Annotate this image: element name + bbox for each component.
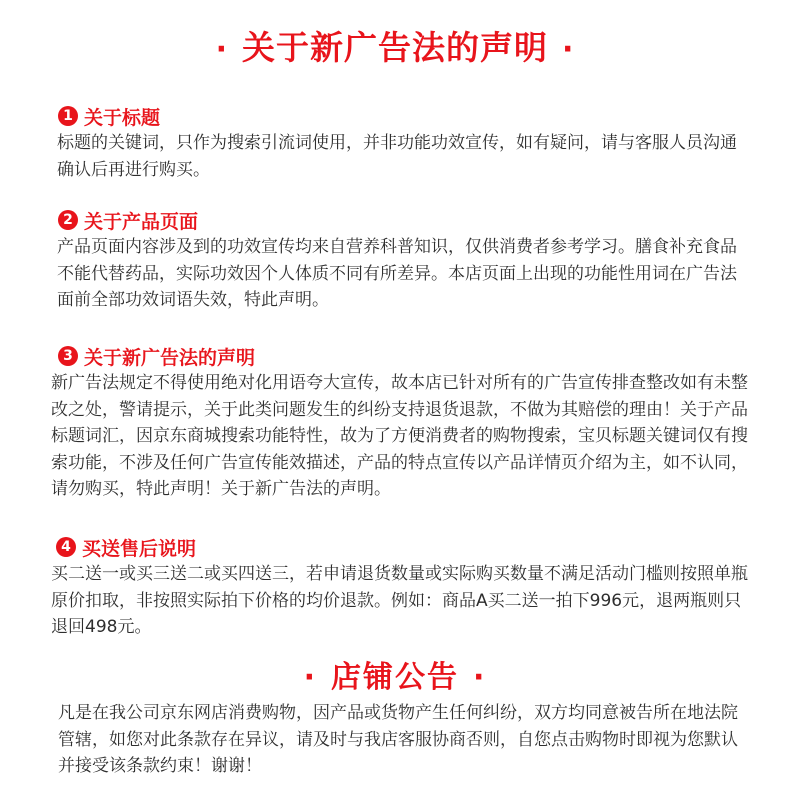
section-heading-text: 买送售后说明 (82, 537, 197, 560)
page-title-text: 关于新广告法的声明 (242, 28, 548, 67)
title-dot-left: · (215, 32, 228, 67)
number-badge-icon: 4 (56, 537, 76, 557)
section-after-sales (0, 533, 790, 641)
section-product-page (0, 206, 790, 314)
shop-notice-title-text: 店铺公告 (331, 660, 459, 695)
shop-dot-right: · (473, 660, 487, 695)
section-ad-law (0, 342, 790, 503)
section-heading (58, 206, 790, 234)
section-heading-text: 关于产品页面 (84, 210, 199, 233)
shop-dot-left: · (303, 660, 317, 695)
section-title-notice (0, 102, 790, 183)
section-body: 标题的关键词，只作为搜索引流词使用，并非功能功效宣传，如有疑问，请与客服人员沟通确认后再进行购买。 (57, 133, 737, 180)
section-body: 新广告法规定不得使用绝对化用语夸大宣传，故本店已针对所有的广告宣传排查整改如有未整改之处，警请提示，关于此类问题发生的纠纷支持退货退款，不做为其赔偿的理由！关于产品标题词汇，因京东商城搜索功能特性，故为了方便消费者的购物搜索，宝贝标题关键词仅有搜索功能，不涉及任何广告宣传能效描述，产品的特点宣传以产品详情页介绍为主，如不认同，请勿购买，特此声明！关于新广告法的声明。 (51, 373, 748, 499)
section-heading (56, 533, 790, 561)
section-heading-text: 关于新广告法的声明 (84, 346, 256, 369)
title-dot-right: · (562, 32, 575, 67)
section-heading (58, 342, 790, 370)
section-body: 产品页面内容涉及到的功效宣传均来自营养科普知识，仅供消费者参考学习。膳食补充食品不能代替药品，实际功效因个人体质不同有所差异。本店页面上出现的功能性用词在广告法面前全部功效词语失效，特此声明。 (57, 237, 737, 310)
section-body: 买二送一或买三送二或买四送三，若申请退货数量或实际购买数量不满足活动门槛则按照单瓶原价扣取，非按照实际拍下价格的均价退款。例如：商品A买二送一拍下996元，退两瓶则只退回498元。 (51, 564, 748, 637)
number-badge-icon: 2 (58, 210, 78, 230)
page-title (0, 22, 790, 69)
section-heading (58, 102, 790, 130)
shop-notice-title (0, 652, 790, 696)
number-badge-icon: 3 (58, 346, 78, 366)
section-heading-text: 关于标题 (84, 106, 161, 129)
number-badge-icon: 1 (58, 106, 78, 126)
shop-notice-body: 凡是在我公司京东网店消费购物，因产品或货物产生任何纠纷，双方均同意被告所在地法院管辖，如您对此条款存在异议，请及时与我店客服协商否则，自您点击购物时即视为您默认并接受该条款约束！谢谢！ (58, 703, 738, 776)
